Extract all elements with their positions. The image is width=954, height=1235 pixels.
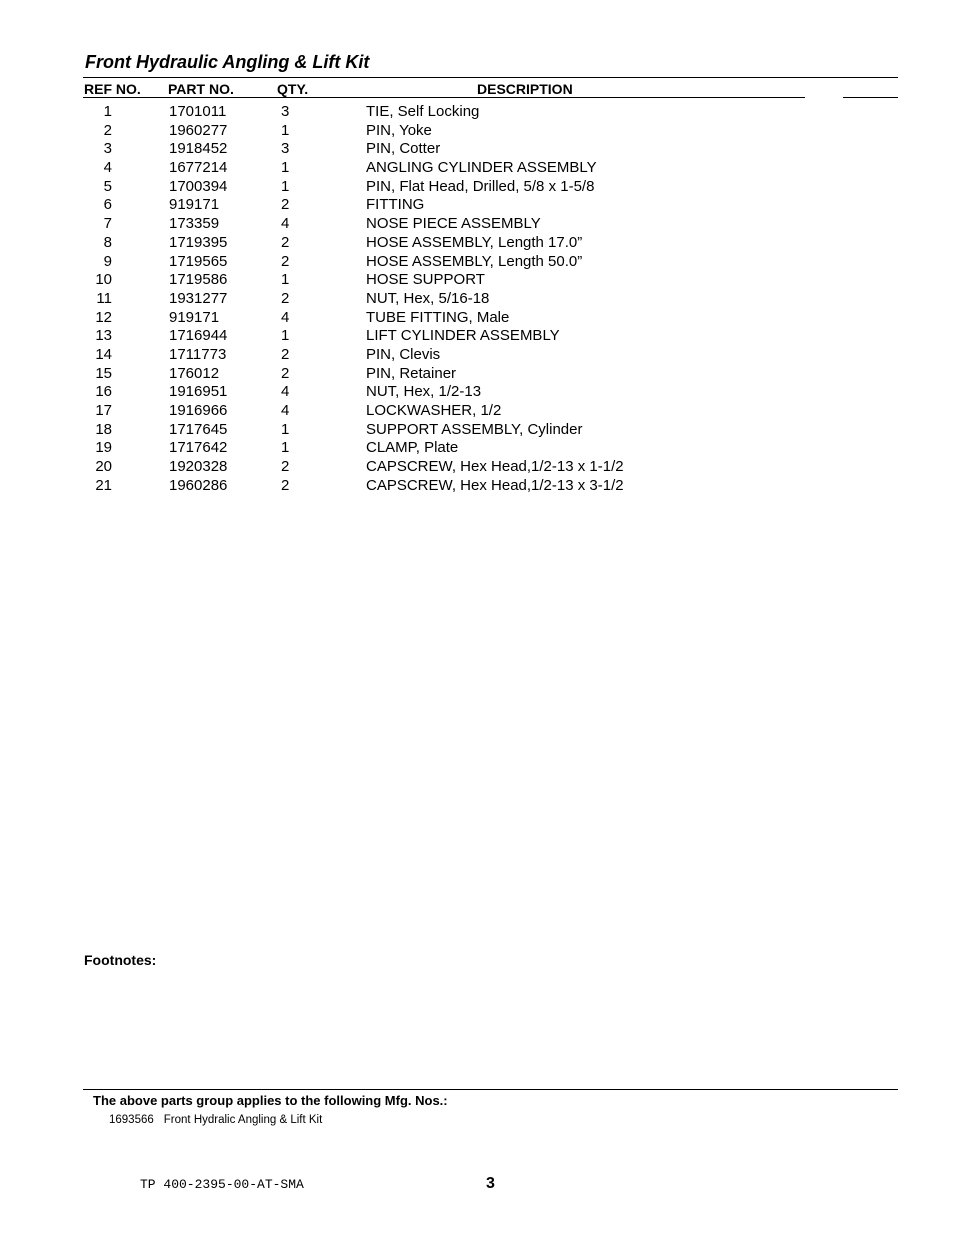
qty-cell: 1 [281,121,290,139]
table-row [0,290,954,309]
description-cell: HOSE SUPPORT [366,271,485,289]
qty-cell: 2 [281,458,290,476]
ref-no-cell: 17 [95,402,112,419]
qty-cell: 4 [281,383,290,401]
part-no-cell: 1918452 [169,140,228,158]
description-cell: NOSE PIECE ASSEMBLY [366,215,541,233]
table-row [0,365,954,384]
column-header-description: DESCRIPTION [477,81,573,97]
footer-rule [83,1089,898,1090]
ref-no-cell: 14 [95,345,112,363]
table-row [0,477,954,496]
applies-to-label: The above parts group applies to the following Mfg. Nos.: [93,1093,448,1108]
description-cell: HOSE ASSEMBLY, Length 17.0” [366,233,583,251]
qty-cell: 2 [281,233,290,251]
mfg-number: 1693566 [109,1114,154,1126]
qty-cell: 1 [281,420,290,438]
part-no-cell: 1719586 [169,271,228,289]
ref-no-cell: 4 [103,159,112,177]
document-code: TP 400-2395-00-AT-SMA [140,1177,304,1192]
qty-cell: 2 [281,289,290,307]
table-row [0,439,954,458]
table-row [0,383,954,402]
header-bottom-rule [83,97,898,98]
description-cell: LIFT CYLINDER ASSEMBLY [366,327,560,345]
ref-no-cell: 7 [103,215,112,233]
ref-no-cell: 1 [103,103,112,120]
part-no-cell: 1716944 [169,327,228,345]
part-no-cell: 1920328 [169,458,228,476]
ref-no-cell: 11 [96,289,112,307]
ref-no-cell: 16 [95,383,112,401]
description-cell: NUT, Hex, 5/16-18 [366,289,490,307]
table-row [0,346,954,365]
part-no-cell: 1711773 [169,345,227,363]
ref-no-cell: 19 [95,439,112,457]
qty-cell: 2 [281,345,290,363]
ref-no-cell: 10 [95,271,112,289]
table-row [0,178,954,197]
description-cell: CLAMP, Plate [366,439,459,457]
ref-no-cell: 5 [103,177,112,195]
column-header-ref-no: REF NO. [84,81,141,97]
parts-table [0,103,954,495]
qty-cell: 2 [281,196,290,214]
mfg-number-line [109,1114,322,1126]
description-cell: HOSE ASSEMBLY, Length 50.0” [366,252,583,270]
ref-no-cell: 21 [95,476,112,494]
footnotes-label: Footnotes: [84,952,157,968]
ref-no-cell: 9 [103,252,112,270]
table-row [0,196,954,215]
rule-gap [805,95,843,99]
description-cell: NUT, Hex, 1/2-13 [366,383,482,401]
page-title: Front Hydraulic Angling & Lift Kit [85,52,370,72]
description-cell: PIN, Yoke [366,121,432,139]
part-no-cell: 1960277 [169,121,228,139]
table-row [0,234,954,253]
page-number: 3 [486,1175,495,1192]
part-no-cell: 1700394 [169,177,228,195]
qty-cell: 1 [281,159,290,177]
description-cell: TUBE FITTING, Male [366,308,510,326]
part-no-cell: 1916966 [169,402,228,419]
table-row [0,159,954,178]
table-row [0,458,954,477]
column-header-part-no: PART NO. [168,81,234,97]
part-no-cell: 1701011 [169,103,227,120]
table-row [0,122,954,141]
qty-cell: 4 [281,308,290,326]
part-no-cell: 919171 [169,308,220,326]
table-row [0,271,954,290]
table-row [0,215,954,234]
ref-no-cell: 18 [95,420,112,438]
header-top-rule [83,77,898,78]
ref-no-cell: 12 [95,308,112,326]
description-cell: TIE, Self Locking [366,103,480,120]
table-row [0,421,954,440]
qty-cell: 3 [281,103,290,120]
qty-cell: 4 [281,215,290,233]
qty-cell: 2 [281,364,290,382]
description-cell: PIN, Retainer [366,364,457,382]
description-cell: CAPSCREW, Hex Head,1/2-13 x 3-1/2 [366,476,624,494]
qty-cell: 1 [281,327,290,345]
ref-no-cell: 3 [103,140,112,158]
description-cell: LOCKWASHER, 1/2 [366,402,502,419]
part-no-cell: 1717642 [169,439,228,457]
part-no-cell: 176012 [169,364,220,382]
table-row [0,327,954,346]
table-row [0,402,954,421]
table-row [0,309,954,328]
description-cell: PIN, Flat Head, Drilled, 5/8 x 1-5/8 [366,177,595,195]
part-no-cell: 173359 [169,215,220,233]
part-no-cell: 1719565 [169,252,228,270]
ref-no-cell: 6 [103,196,112,214]
table-row [0,140,954,159]
column-header-qty: QTY. [277,81,309,97]
description-cell: FITTING [366,196,425,214]
description-cell: PIN, Cotter [366,140,441,158]
description-cell: PIN, Clevis [366,345,441,363]
part-no-cell: 1719395 [169,233,228,251]
part-no-cell: 1916951 [169,383,228,401]
ref-no-cell: 2 [103,121,112,139]
qty-cell: 4 [281,402,290,419]
qty-cell: 2 [281,476,290,494]
part-no-cell: 1960286 [169,476,228,494]
ref-no-cell: 8 [103,233,112,251]
part-no-cell: 919171 [169,196,220,214]
part-no-cell: 1677214 [169,159,228,177]
ref-no-cell: 15 [95,364,112,382]
ref-no-cell: 13 [95,327,112,345]
table-row [0,103,954,122]
part-no-cell: 1717645 [169,420,228,438]
description-cell: ANGLING CYLINDER ASSEMBLY [366,159,597,177]
qty-cell: 1 [281,439,290,457]
qty-cell: 2 [281,252,290,270]
qty-cell: 1 [281,177,290,195]
description-cell: CAPSCREW, Hex Head,1/2-13 x 1-1/2 [366,458,624,476]
mfg-description: Front Hydralic Angling & Lift Kit [163,1114,323,1126]
qty-cell: 3 [281,140,290,158]
qty-cell: 1 [281,271,290,289]
table-row [0,253,954,272]
part-no-cell: 1931277 [169,289,228,307]
ref-no-cell: 20 [95,458,112,476]
description-cell: SUPPORT ASSEMBLY, Cylinder [366,420,583,438]
